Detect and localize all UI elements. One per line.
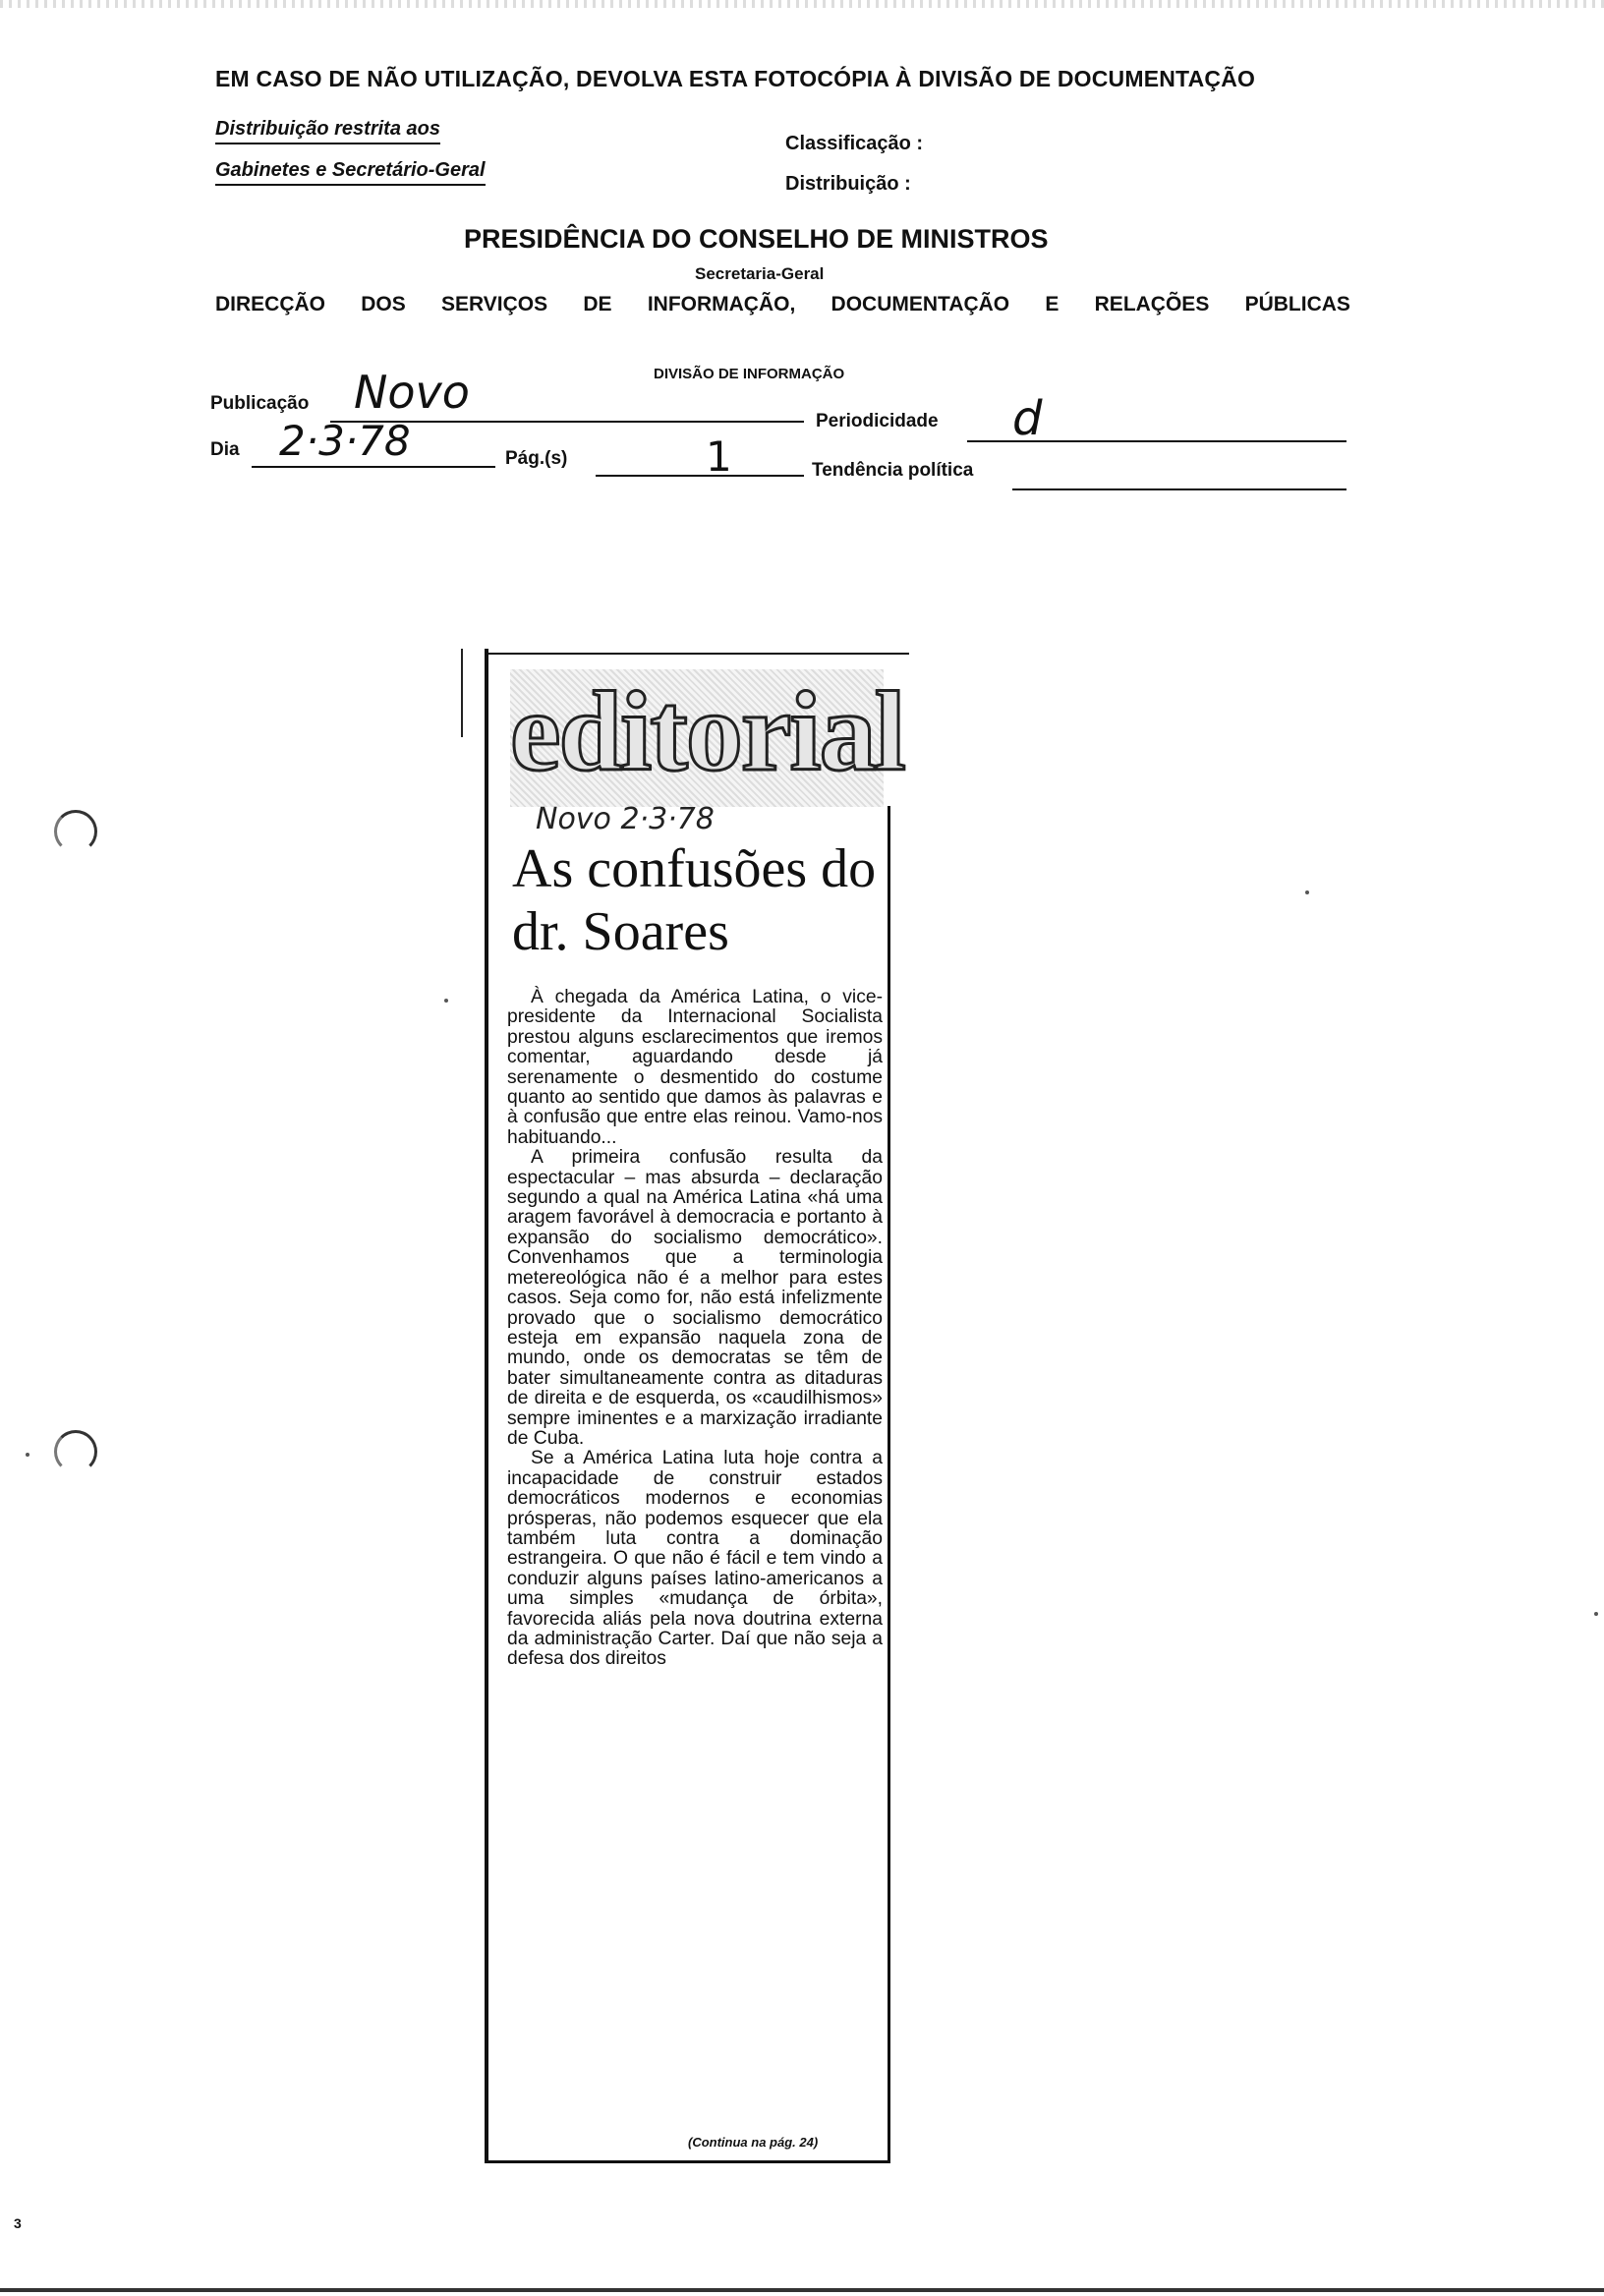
pages-value: 1 bbox=[706, 432, 732, 481]
periodicity-value: d bbox=[1012, 391, 1043, 446]
directorate-word: DOS bbox=[361, 293, 406, 316]
scan-top-edge bbox=[0, 0, 1604, 8]
continuation-note: (Continua na pág. 24) bbox=[688, 2135, 819, 2150]
day-underline bbox=[252, 466, 495, 468]
directorate-word: E bbox=[1045, 293, 1060, 316]
punch-hole-icon bbox=[54, 1430, 97, 1473]
scan-speck bbox=[26, 1453, 29, 1457]
return-warning: EM CASO DE NÃO UTILIZAÇÃO, DEVOLVA ESTA FOTOCÓPIA À DIVISÃO DE DOCUMENTAÇÃO bbox=[215, 66, 1256, 91]
article-body bbox=[507, 988, 883, 1670]
publication-value: Novo bbox=[354, 366, 470, 419]
clipping-edge-mark bbox=[461, 649, 463, 737]
presidency-title: PRESIDÊNCIA DO CONSELHO DE MINISTROS bbox=[464, 224, 1049, 254]
publication-label: Publicação bbox=[210, 393, 310, 414]
clipping-bottom-border bbox=[485, 2160, 890, 2163]
directorate-word: DIRECÇÃO bbox=[215, 293, 326, 316]
restricted-distribution-line1: Distribuição restrita aos bbox=[215, 118, 440, 144]
article-paragraph: À chegada da América Latina, o vice-presidente da Internacional Socialista prestou alguns esclarecimentos que iremos comentar, aguardando desde já serenamente o desmentido do costume quanto ao sentido que damos às palavras e à confusão que entre elas reinou. Vamo-nos habituando... bbox=[507, 987, 883, 1148]
periodicity-label: Periodicidade bbox=[816, 411, 939, 431]
tendency-underline bbox=[1012, 488, 1346, 490]
clipping-left-border bbox=[485, 649, 488, 2162]
day-label: Dia bbox=[210, 439, 240, 460]
pages-label: Pág.(s) bbox=[505, 448, 568, 469]
directorate-word: DOCUMENTAÇÃO bbox=[831, 293, 1010, 316]
handwritten-source-stamp: Novo 2·3·78 bbox=[536, 802, 715, 836]
article-headline: As confusões do dr. Soares bbox=[512, 838, 877, 962]
directorate-word: SERVIÇOS bbox=[441, 293, 548, 316]
tendency-label: Tendência política bbox=[812, 460, 974, 481]
division-title: DIVISÃO DE INFORMAÇÃO bbox=[654, 366, 845, 382]
article-paragraph: Se a América Latina luta hoje contra a incapacidade de construir estados democráticos modernos e economias prósperas, não podemos esquecer que ela também luta contra a dominação estrangeira. O que não é fácil e tem vindo a conduzir alguns países latino-americanos a uma simples «mudança de órbita», favorecida aliás pela nova doutrina externa da administração Carter. Daí que não seja a defesa dos direitos bbox=[507, 1448, 883, 1670]
directorate-word: PÚBLICAS bbox=[1244, 293, 1350, 316]
distribution-label: Distribuição : bbox=[785, 173, 911, 195]
clipping-right-border bbox=[888, 806, 890, 2162]
directorate-word: INFORMAÇÃO, bbox=[647, 293, 796, 316]
secretariat-title: Secretaria-Geral bbox=[695, 264, 825, 283]
scan-speck bbox=[1594, 1612, 1598, 1616]
scan-speck bbox=[1305, 890, 1309, 894]
restricted-distribution-line2: Gabinetes e Secretário-Geral bbox=[215, 159, 486, 186]
directorate-word: RELAÇÕES bbox=[1094, 293, 1210, 316]
pages-underline bbox=[596, 475, 804, 477]
scan-bottom-edge bbox=[0, 2288, 1604, 2292]
day-value: 2·3·78 bbox=[279, 417, 411, 465]
page-number: 3 bbox=[14, 2215, 22, 2231]
punch-hole-icon bbox=[54, 810, 97, 853]
clipping-top-border bbox=[485, 653, 909, 655]
directorate-word: DE bbox=[583, 293, 612, 316]
directorate-title bbox=[215, 293, 1350, 316]
scan-speck bbox=[444, 999, 448, 1003]
classification-label: Classificação : bbox=[785, 133, 924, 154]
editorial-banner: editorial bbox=[510, 669, 904, 795]
article-paragraph: A primeira confusão resulta da espectacular – mas absurda – declaração segundo a qual na América Latina «há uma aragem favorável à democracia e portanto à expansão do socialismo democrático». Convenhamos que a terminologia metereológica não é a melhor para estes casos. Seja como for, não está infelizmente provado que o socialismo democrático esteja em expansão naquela zona de mundo, onde os democratas se têm de bater simultaneamente contra as ditaduras de direita e de esquerda, os «caudilhismos» sempre iminentes e a marxização irradiante de Cuba. bbox=[507, 1147, 883, 1449]
